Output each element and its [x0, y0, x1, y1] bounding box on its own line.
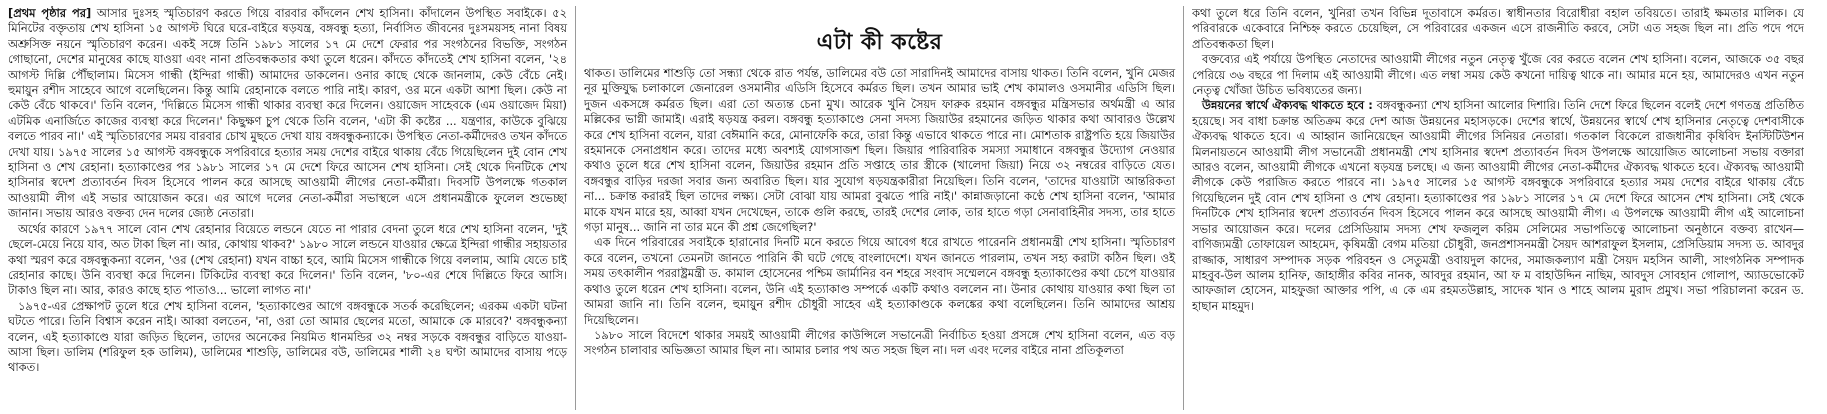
article-paragraph: বক্তব্যের এই পর্যায়ে উপস্থিত নেতাদের আওয়ামী লীগের নতুন নেতৃত্ব খুঁজে বের করতে বলেন শেখ হাসিনা। বলেন, আজকে ৩৫ বছর পেরিয়ে ৩৬ বছরে পা দিলাম এই আওয়ামী লীগে। এত লম্বা সময় কেউ কখনো দায়িত্ব থাকে না। আমার মনে হয়, আমাদেরও এখন নতুন নেতৃত্ব খোঁজা উচিত ভবিষ্যতের জন্য। — [1192, 52, 1804, 98]
article-column-1 — [8, 6, 576, 410]
article-paragraph — [1192, 98, 1804, 314]
article-paragraph: অর্থের কারণে ১৯৭৭ সালে বোন শেখ রেহানার বিয়েতে লন্ডনে যেতে না পারার বেদনা তুলে ধরে শেখ হাসিনা বলেন, 'দুই ছেলে-মেয়ে নিয়ে যাব, অত টাকা ছিল না। আর, কোথায় থাকব?' ১৯৮০ সালে লন্ডনে যাওয়ার ক্ষেত্রে ইন্দিরা গান্ধীর সহায়তার কথা স্মরণ করে বঙ্গবন্ধুকন্যা বলেন, 'ওর (শেখ রেহানা) যখন বাচ্চা হবে, আমি মিসেস গান্ধীকে গিয়ে বললাম, আমি যেতে চাই রেহানার কাছে। উনি ব্যবস্থা করে দিলেন। টিকিটের ব্যবস্থা করে দিলেন।' তিনি বলেন, '৮০-এর শেষে দিল্লিতে ফিরে আসি। টাকাও ছিল না। আর, কারও কাছে হাত পাতাও... ভালো লাগত না।' — [8, 221, 567, 298]
article-subheading: উন্নয়নের স্বার্থে ঐক্যবদ্ধ থাকতে হবে : — [1202, 98, 1373, 113]
article-paragraph: থাকত। ডালিমের শাশুড়ি তো সন্ধ্যা থেকে রাত পর্যন্ত, ডালিমের বউ তো সারাদিনই আমাদের বাসায় থাকত। তিনি বলেন, খুনি মেজর নূর মুক্তিযুদ্ধ চলাকালে জেনারেল ওসমানীর এডিসি হিসেবে কর্মরত ছিল। তখন আমার ভাই শেখ কামালও ওসমানীর এডিসি ছিল। দুজন একসঙ্গে কর্মরত ছিল। এরা তো অত্যন্ত চেনা মুখ। আরেক খুনি সৈয়দ ফারুক রহমান বঙ্গবন্ধুর মন্ত্রিসভার অর্থমন্ত্রী এ আর মল্লিকের ভাগ্নী জামাই। এরাই ষড়যন্ত্র করল। বঙ্গবন্ধু হত্যাকাণ্ডে সেনা সদস্য জিয়াউর রহমানের জড়িত থাকার কথা আবারও উল্লেখ করে শেখ হাসিনা বলেন, যারা বেঈমানি করে, মোনাফেকি করে, তারা কিন্তু এভাবে থাকতে পারে না। মোশতাক রাষ্ট্রপতি হয়ে জিয়াউর রহমানকে সেনাপ্রধান করে। তাদের মধ্যে অবশ্যই যোগসাজশ ছিল। জিয়ার পারিবারিক সমস্যা সমাধানে বঙ্গবন্ধুর উদ্যোগ নেওয়ার কথাও তুলে ধরে শেখ হাসিনা বলেন, জিয়াউর রহমান প্রতি সপ্তাহে তার স্ত্রীকে (খালেদা জিয়া) নিয়ে ৩২ নম্বরের বাড়িতে যেত। বঙ্গবন্ধুর বাড়ির দরজা সবার জন্য অবারিত ছিল। যার সুযোগ ষড়যন্ত্রকারীরা নিয়েছিল। তিনি বলেন, 'তাদের যাওয়াটা আন্তরিকতা না... চক্রান্ত করারই ছিল তাদের লক্ষ্য। সেটা বোঝা যায় আমরা বুঝতে পারি নাই।' কান্নাজড়ানো কণ্ঠে শেখ হাসিনা বলেন, 'আমার মাকে যখন মারে হয়, আব্বা যখন দেখেছেন, তাকে গুলি করছে, তারই দেশের লোক, তার হাতে গড়া সেনাবাহিনীর সদস্য, তার হাতে গড়া মানুষ... জানি না তার মনে কী প্রশ্ন জেগেছিল?' — [584, 66, 1175, 235]
article-paragraph: কথা তুলে ধরে তিনি বলেন, খুনিরা তখন বিভিন্ন দূতাবাসে কর্মরত। স্বাধীনতার বিরোধীরা বহাল তবিয়তে। তারাই ক্ষমতার মালিক। যে পরিবারকে একেবারে নিশ্চিহ্ন করতে চেয়েছিল, সে পরিবারের একজন এসে রাজনীতি করবে, সেটা এত সহজ ছিল না। প্রতি পদে পদে প্রতিবন্ধকতা ছিল। — [1192, 6, 1804, 51]
article-paragraph: এক দিনে পরিবারের সবাইকে হারানোর দিনটি মনে করতে গিয়ে আবেগ ধরে রাখতে পারেননি প্রধানমন্ত্রী শেখ হাসিনা। স্মৃতিচারণ করে বলেন, তখনো তেমনটা জানতে পারিনি কী ঘটে গেছে বাংলাদেশে। যখন জানতে পারলাম, তখন সহ্য করাটা কঠিন ছিল। ওই সময় তৎকালীন পররাষ্ট্রমন্ত্রী ড. কামাল হোসেনের পশ্চিম জার্মানির বন শহরে সংবাদ সম্মেলনে বঙ্গবন্ধু হত্যাকাণ্ডের কথা চেপে যাওয়ার কথাও তুলে ধরেন শেখ হাসিনা। বলেন, উনি এই হত্যাকাণ্ড সম্পর্কে একটি কথাও বললেন না। উনার কোথায় যাওয়ার কথা ছিল তা আমরা জানি না। তিনি বলেন, হুমায়ুন রশীদ চৌধুরী সাহেব এই হত্যাকাণ্ডকে কলঙ্কের কথা বলেছিলেন। তিনি আমাদের আশ্রয় দিয়েছিলেন। — [584, 235, 1175, 327]
paragraph-text: আসার দুঃসহ স্মৃতিচারণ করতে গিয়ে বারবার কাঁদলেন শেখ হাসিনা। কাঁদালেন উপস্থিত সবাইকে। ৫২ মিনিটের বক্তৃতায় শেখ হাসিনা ১৫ আগস্ট ঘিরে ঘরে-বাইরে ষড়যন্ত্র, বঙ্গবন্ধু হত্যা, নির্বাসিত জীবনের দুঃসময়সহ নানা বিষয় অশ্রুসিক্ত নয়নে স্মৃতিচারণ করেন। একই সঙ্গে তিনি ১৯৮১ সালের ১৭ মে দেশে ফেরার পর সংগঠনের বিভক্তি, সংগঠন গোছানো, দেশের মানুষের কাছে যাওয়া এবং নানা প্রতিবন্ধকতার কথা তুলে ধরেন। কাঁদতে কাঁদতেই শেখ হাসিনা বলেন, '২৪ আগস্ট দিল্লি পৌঁছালাম। মিসেস গান্ধী (ইন্দিরা গান্ধী) আমাদের ডাকলেন। ওনার কাছে থেকে জানলাম, কেউ বেঁচে নেই। হুমায়ুন রশীদ সাহেবে আগে বলেছিলেন। কিন্তু আমি রেহানাকে বলতে পারি নাই। কারণ, ওর মনে একটা আশা ছিল। কেউ না কেউ বেঁচে থাকবে।' তিনি বলেন, 'দিল্লিতে মিসেস গান্ধী থাকার ব্যবস্থা করে দিলেন। ওয়াজেদ সাহেবকে (এম ওয়াজেদ মিয়া) এটমিক এনার্জিতে কাজের ব্যবস্থা করে দিলেন।' কিছুক্ষণ চুপ থেকে তিনি বলেন, 'এটা কী কষ্টের ... যন্ত্রণার, কাউকে বুঝিয়ে বলতে পারব না।' এই স্মৃতিচারণের সময় বারবার চোখ মুছতে দেখা যায় বঙ্গবন্ধুকন্যাকে। উপস্থিত নেতা-কর্মীদেরও তখন কাঁদতে দেখা যায়। ১৯৭৫ সালের ১৫ আগস্ট বঙ্গবন্ধুকে সপরিবারে হত্যার সময় দেশের বাইরে থাকায় বেঁচে গিয়েছিলেন দুই বোন শেখ হাসিনা ও শেখ রেহানা। হত্যাকাণ্ডের পর ১৯৮১ সালের ১৭ মে দেশে ফিরে আসেন শেখ হাসিনা। সেই থেকে দিনটিকে শেখ হাসিনার স্বদেশ প্রত্যাবর্তন দিবস হিসেবে পালন করে আসছে আওয়ামী লীগের নেতা-কর্মীরা। দিবসটি উপলক্ষে গতকাল আওয়ামী লীগ এই সভার আয়োজন করে। এর আগে দলের নেতা-কর্মীরা সভাস্থলে এসে প্রধানমন্ত্রীকে ফুলেল শুভেচ্ছা জানান। সভায় আরও বক্তব্য দেন দলের জ্যেষ্ঠ নেতারা। — [8, 6, 567, 221]
continued-tag: [প্রথম পৃষ্ঠার পর] — [8, 6, 92, 20]
paragraph-text: বঙ্গবন্ধুকন্যা শেখ হাসিনা আলোর দিশারি। তিনি দেশে ফিরে ছিলেন বলেই দেশে গণতন্ত্র প্রতিষ্ঠিত হয়েছে। সব বাধা চক্রান্ত অতিক্রম করে দেশ আজ উন্নয়নের মহাসড়কে। দেশের স্বার্থে, উন্নয়নের স্বার্থে শেখ হাসিনার নেতৃত্বে দেশবাসীকে ঐক্যবদ্ধ থাকতে হবে। এ আহ্বান জানিয়েছেন আওয়ামী লীগের সিনিয়র নেতারা। গতকাল বিকেলে রাজধানীর কৃষিবিদ ইনস্টিটিউশন মিলনায়তনে আওয়ামী লীগ সভানেত্রী প্রধানমন্ত্রী শেখ হাসিনার স্বদেশ প্রত্যাবর্তন দিবস উপলক্ষে আয়োজিত আলোচনা সভায় বক্তারা আরও বলেন, আওয়ামী লীগকে এখনো ষড়যন্ত্র চলছে। এ জন্য আওয়ামী লীগের নেতা-কর্মীদের ঐক্যবদ্ধ থাকতে হবে। ঐক্যবদ্ধ আওয়ামী লীগকে কেউ পরাজিত করতে পারবে না। ১৯৭৫ সালের ১৫ আগস্ট বঙ্গবন্ধুকে সপরিবারে হত্যার সময় দেশের বাইরে থাকায় বেঁচে গিয়েছিলেন দুই বোন শেখ হাসিনা ও শেখ রেহানা। হত্যাকাণ্ডের পর ১৯৮১ সালের ১৭ মে দেশে ফিরে আসেন শেখ হাসিনা। সেই থেকে দিনটিকে শেখ হাসিনার স্বদেশ প্রত্যাবর্তন দিবস হিসেবে পালন করে আসছে আওয়ামী লীগ। এ উপলক্ষে আওয়ামী লীগ এই আলোচনা সভার আয়োজন করে। দলের প্রেসিডিয়াম সদস্য শেখ ফজলুল করিম সেলিমের সভাপতিত্বে আলোচনা অনুষ্ঠানে বক্তব্য রাখেন— বাণিজ্যমন্ত্রী তোফায়েল আহমেদ, কৃষিমন্ত্রী বেগম মতিয়া চৌধুরী, জনপ্রশাসনমন্ত্রী সৈয়দ আশরাফুল ইসলাম, প্রেসিডিয়াম সদস্য ড. আবদুর রাজ্জাক, সাধারণ সম্পাদক সড়ক পরিবহন ও সেতুমন্ত্রী ওবায়দুল কাদের, সমাজকল্যাণ মন্ত্রী সৈয়দ মহসিন আলী, সাংগঠনিক সম্পাদক মাহবুব-উল আলম হানিফ, জাহাঙ্গীর কবির নানক, আবদুর রহমান, আ ফ ম বাহাউদ্দিন নাছিম, আবদুস সোবহান গোলাপ, অ্যাডভোকেট আফজাল হোসেন, মাহফুজা আক্তার পপি, এ কে এম রহমতউল্লাহ, সাদেক খান ও শাহে আলম মুরাদ প্রমুখ। সভা পরিচালনা করেন ড. হাছান মাহমুদ। — [1192, 98, 1804, 313]
article-column-2 — [584, 6, 1184, 410]
article-headline: এটা কী কষ্টের — [816, 29, 943, 55]
article-paragraph: ১৯৮০ সালে বিদেশে থাকার সময়ই আওয়ামী লীগের কাউন্সিলে সভানেত্রী নির্বাচিত হওয়া প্রসঙ্গে শেখ হাসিনা বলেন, এত বড় সংগঠন চালাবার অভিজ্ঞতা আমার ছিল না। আমার চলার পথ অত সহজ ছিল না। দল এবং দলের বাইরে নানা প্রতিকূলতা — [584, 327, 1175, 358]
article-column-3 — [1192, 6, 1804, 410]
article-paragraph — [8, 6, 567, 222]
article-paragraph: ১৯৭৫-এর প্রেক্ষাপট তুলে ধরে শেখ হাসিনা বলেন, 'হত্যাকাণ্ডের আগে বঙ্গবন্ধুকে সতর্ক করেছিলেন; এরকম একটা ঘটনা ঘটতে পারে। তিনি বিশ্বাস করেন নাই। আব্বা বলতেন, 'না, ওরা তো আমার ছেলের মতো, আমাকে কে মারবে?' বঙ্গবন্ধুকন্যা বলেন, এই হত্যাকাণ্ডে যারা জড়িত ছিলেন, তাদের অনেকের নিয়মিত ধানমন্ডির ৩২ নম্বর সড়কে বঙ্গবন্ধুর বাড়িতে যাওয়া-আসা ছিল। ডালিম (শরিফুল হক ডালিম), ডালিমের শাশুড়ি, ডালিমের বউ, ডালিমের শালী ২৪ ঘণ্টা আমাদের বাসায় পড়ে থাকত। — [8, 298, 567, 375]
